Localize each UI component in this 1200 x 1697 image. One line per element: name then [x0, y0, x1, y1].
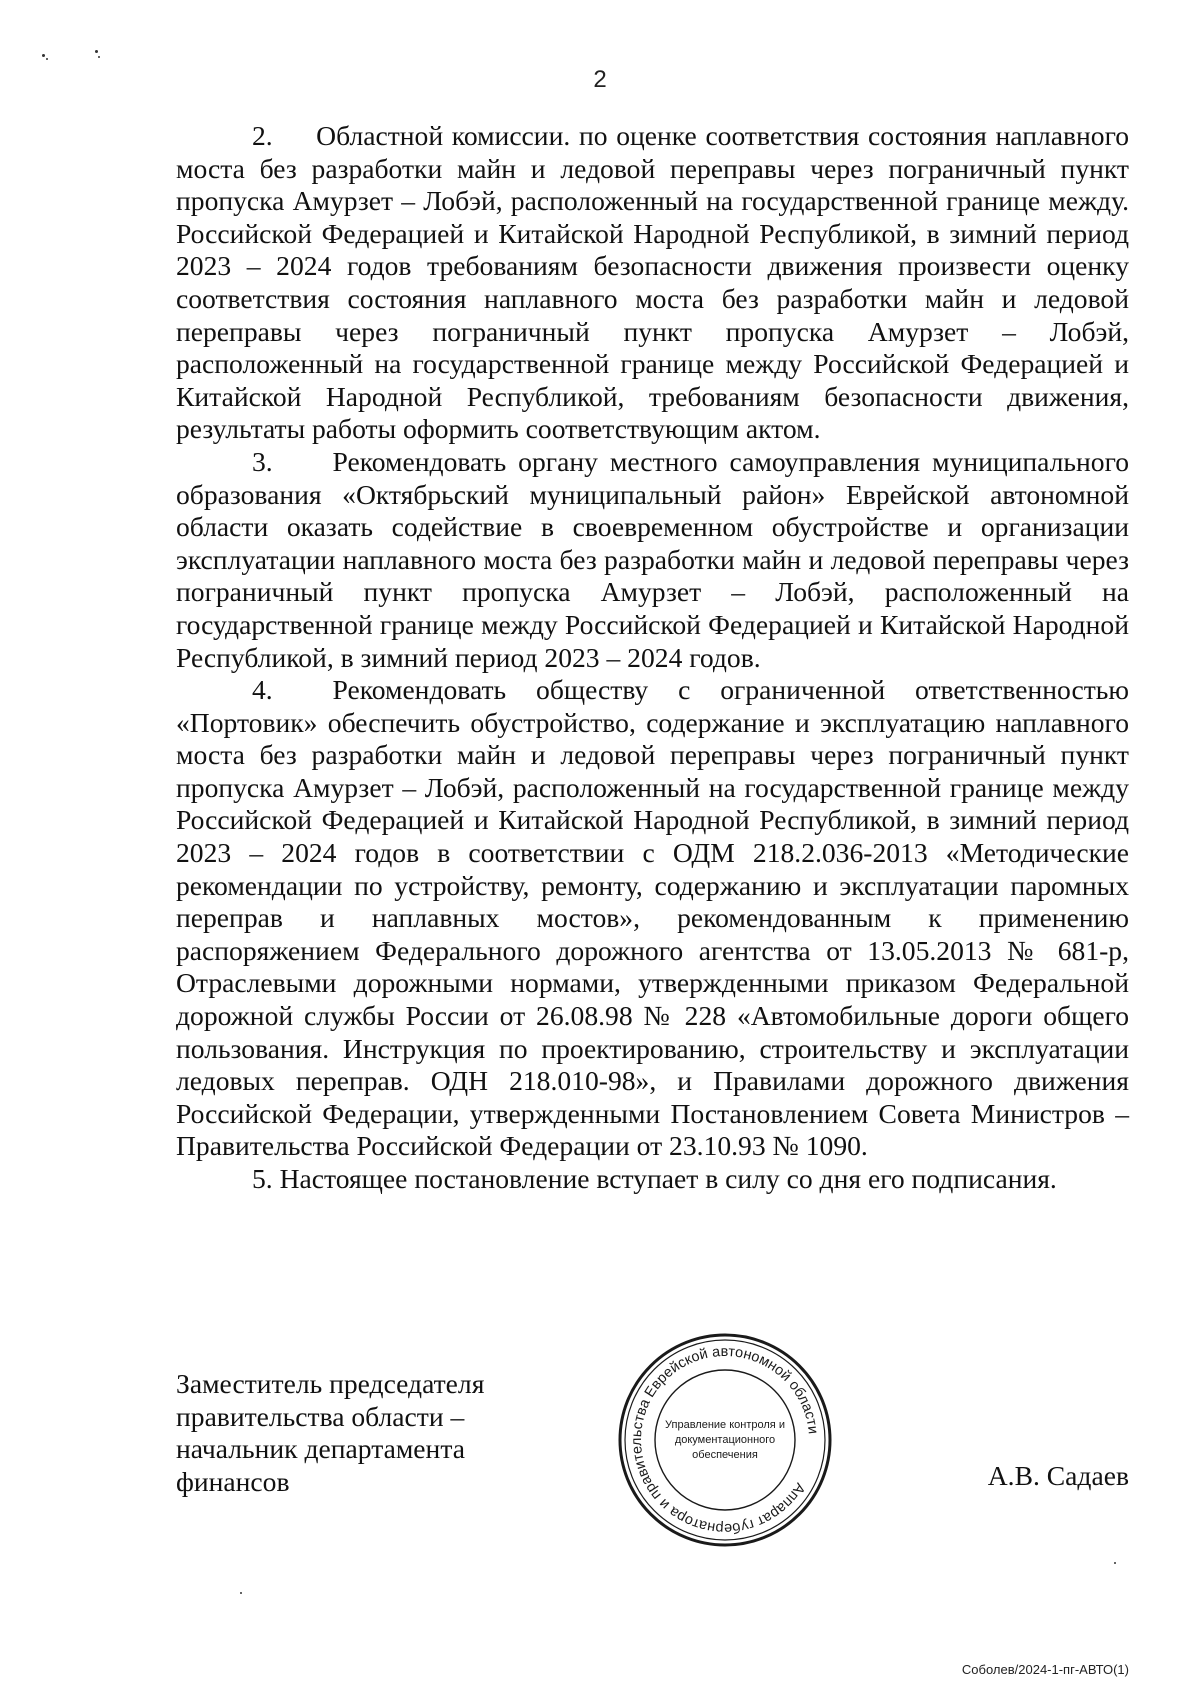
scan-speck: [98, 56, 100, 58]
scan-speck: [1114, 1562, 1116, 1564]
signer-position-line: начальник департамента: [176, 1433, 465, 1465]
scan-speck: [240, 1592, 242, 1594]
signer-position-line: финансов: [176, 1465, 290, 1497]
paragraph-3: 3. Рекомендовать органу местного самоуправления муниципального образования «Октябрьский муниципальный район» Еврейской автономной области оказать содействие в своевременном обустройстве и организации эксплуатации наплавного моста без разработки майн и ледовой переправы через пограничный пункт пропуска Амурзет – Лобэй, расположенный на государственной границе между Российской Федерацией и Китайской Народной Республикой, в зимний период 2023 – 2024 годов.: [176, 445, 1129, 673]
scan-speck: [46, 58, 48, 60]
signer-position: [176, 1368, 536, 1498]
seal-center-line: обеспечения: [692, 1449, 758, 1461]
signer-position-line: Заместитель председателя: [176, 1368, 485, 1399]
seal-center-line: документационного: [674, 1434, 776, 1446]
signer-position-line: правительства области –: [176, 1400, 465, 1432]
paragraph-2: 2. Областной комиссии. по оценке соответствия состояния наплавного моста без разработки майн и ледовой переправы через пограничный пункт пропуска Амурзет – Лобэй, расположенный на государственной границе между. Российской Федерацией и Китайской Народной Республикой, в зимний период 2023 – 2024 годов требованиям безопасности движения произвести оценку соответствия состояния наплавного моста без разработки майн и ледовой переправы через пограничный пункт пропуска Амурзет – Лобэй, расположенный на государственной границе между Российской Федерацией и Китайской Народной Республикой, требованиям безопасности движения, результаты работы оформить соответствующим актом.: [176, 120, 1129, 445]
seal-ring-text: Аппарат губернатора и правительства Еврейской автономной области: [628, 1343, 821, 1537]
seal-center-line: Управление контроля и: [665, 1419, 785, 1431]
page-number: 2: [593, 66, 607, 93]
document-body: [176, 120, 1129, 1196]
scan-speck: [95, 50, 98, 53]
document-code: Соболев/2024-1-пг-АВТО(1): [961, 1662, 1129, 1677]
official-seal: [615, 1330, 835, 1550]
signer-name: А.В. Садаев: [987, 1460, 1129, 1491]
paragraph-4: 4. Рекомендовать обществу с ограниченной ответственностью «Портовик» обеспечить обустройство, содержание и эксплуатацию наплавного моста без разработки майн и ледовой переправы через пограничный пункт пропуска Амурзет – Лобэй, расположенный на государственной границе между Российской Федерацией и Китайской Народной Республикой, в зимний период 2023 – 2024 годов в соответствии с ОДМ 218.2.036-2013 «Методические рекомендации по устройству, ремонту, содержанию и эксплуатации паромных переправ и наплавных мостов», рекомендованным к применению распоряжением Федерального дорожного агентства от 13.05.2013 № 681-р, Отраслевыми дорожными нормами, утвержденными приказом Федеральной дорожной службы России от 26.08.98 № 228 «Автомобильные дороги общего пользования. Инструкция по проектированию, строительству и эксплуатации ледовых переправ. ОДН 218.010-98», и Правилами дорожного движения Российской Федерации, утвержденными Постановлением Совета Министров – Правительства Российской Федерации от 23.10.93 № 1090.: [176, 674, 1129, 1162]
paragraph-5: 5. Настоящее постановление вступает в силу со дня его подписания.: [252, 1163, 1057, 1194]
scan-speck: [42, 54, 45, 57]
